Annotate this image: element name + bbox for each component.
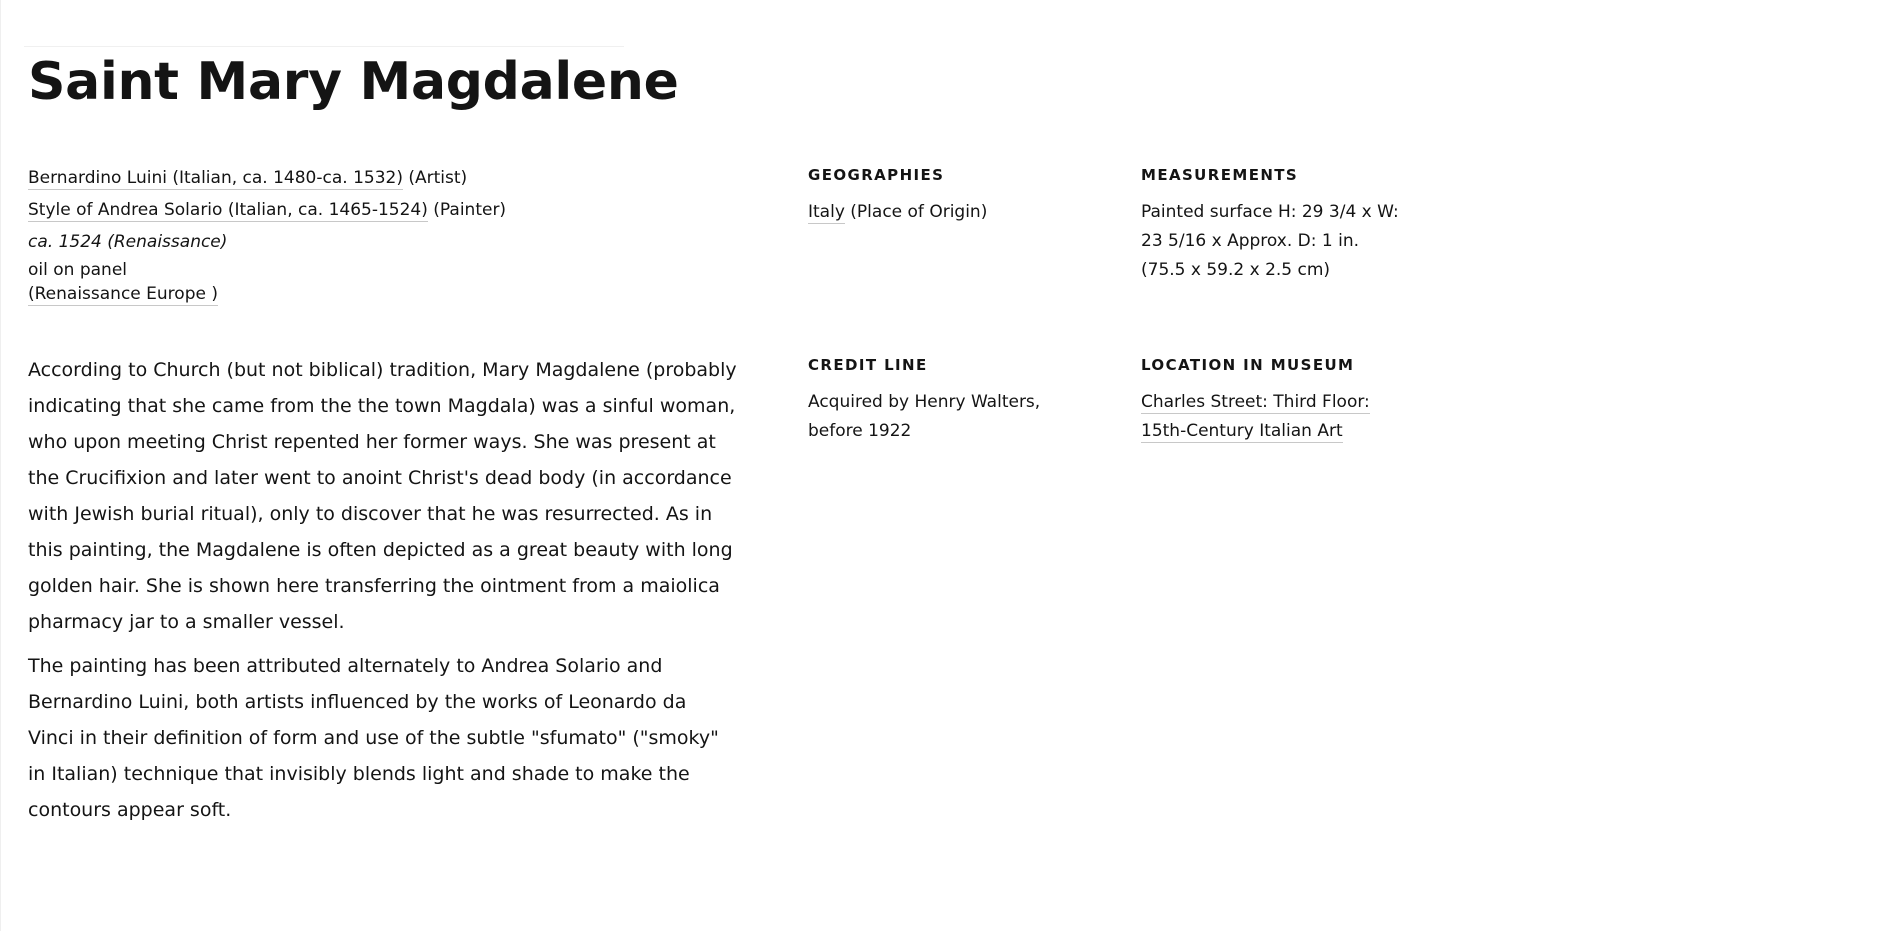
location-section — [1141, 354, 1401, 446]
artist-link-luini[interactable]: Bernardino Luini (Italian, ca. 1480-ca. 1532) — [28, 168, 403, 188]
location-link-floor[interactable]: Charles Street: Third Floor: — [1141, 392, 1370, 412]
artist-row-1 — [28, 162, 748, 194]
measurements-section — [1141, 164, 1401, 285]
artist-role-1: (Artist) — [402, 168, 468, 188]
location-heading: LOCATION IN MUSEUM — [1141, 356, 1355, 374]
location-line-1-row — [1141, 388, 1401, 417]
artist-role-2: (Painter) — [427, 200, 507, 220]
credit-line-heading: CREDIT LINE — [808, 356, 928, 374]
artwork-medium: oil on panel — [28, 260, 127, 280]
collection-link[interactable]: (Renaissance Europe ) — [28, 284, 218, 304]
collection-row — [28, 282, 748, 306]
credit-line-value: Acquired by Henry Walters, before 1922 — [808, 392, 1041, 441]
description-paragraph-2: The painting has been attributed alternately to Andrea Solario and Bernardino Luini, both artists influenced by the works of Leonardo da Vinci in their definition of form and use of the subtle "sfumato" ("smoky" in Italian) technique that invisibly blends light and shade to make the contours appear soft. — [28, 655, 719, 821]
artwork-date: ca. 1524 (Renaissance) — [28, 232, 228, 252]
artist-link-solario[interactable]: Style of Andrea Solario (Italian, ca. 1465-1524) — [28, 200, 428, 220]
location-link-gallery[interactable]: 15th-Century Italian Art — [1141, 421, 1343, 441]
measurements-heading: MEASUREMENTS — [1141, 166, 1299, 184]
place-link-italy[interactable]: Italy — [808, 202, 845, 222]
left-border — [0, 0, 1, 931]
place-role: (Place of Origin) — [844, 202, 988, 222]
credit-line-section — [808, 354, 1068, 446]
description-paragraph-1: According to Church (but not biblical) tradition, Mary Magdalene (probably indicating that she came from the the town Magdala) was a sinful woman, who upon meeting Christ repented her former ways. She was present at the Crucifixion and later went to anoint Christ's dead body (in accordance with Jewish burial ritual), only to discover that he was resurrected. As in this painting, the Magdalene is often depicted as a great beauty with long golden hair. She is shown here transferring the ointment from a maiolica pharmacy jar to a smaller vessel. — [28, 359, 737, 633]
artwork-metadata — [28, 162, 748, 306]
geographies-value — [808, 198, 1088, 227]
measurements-value: Painted surface H: 29 3/4 x W: 23 5/16 x Approx. D: 1 in. (75.5 x 59.2 x 2.5 cm) — [1141, 202, 1399, 280]
page-title: Saint Mary Magdalene — [28, 52, 679, 112]
geographies-heading: GEOGRAPHIES — [808, 166, 945, 184]
geographies-section — [808, 164, 1088, 227]
artist-row-2 — [28, 194, 748, 226]
location-line-2-row — [1141, 417, 1401, 446]
artwork-description — [28, 352, 738, 836]
top-divider — [24, 46, 624, 47]
